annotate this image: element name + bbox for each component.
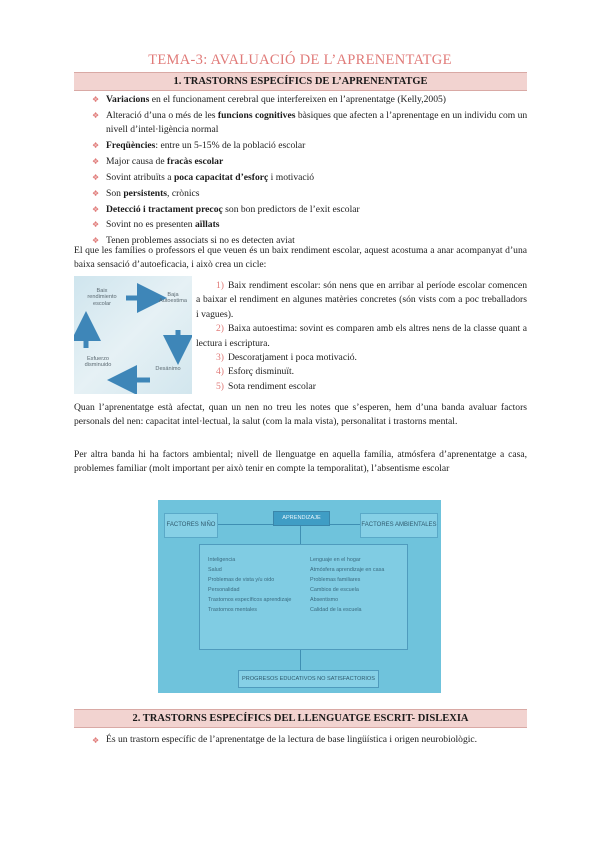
list-item: 5) Sota rendiment escolar <box>216 380 316 392</box>
list-item: ❖ Son persistents, crònics <box>92 187 200 199</box>
cycle-label-discouragement: Desánimo <box>155 366 181 372</box>
bullet-list <box>92 93 532 250</box>
diamond-bullet-icon: ❖ <box>92 140 100 150</box>
list-item: ❖ Freqüències: entre un 5-15% de la població escolar <box>92 139 306 151</box>
diamond-bullet-icon: ❖ <box>92 110 100 120</box>
list-item: 1) Baix rendiment escolar: són nens que en arribar al període escolar comencen a baixar el rendiment en algunes matèries concretes (són vists com a poc treballadors i vagues). <box>196 280 527 320</box>
diamond-bullet-icon: ❖ <box>92 188 100 198</box>
section-heading-2: 2. TRASTORNS ESPECÍFICS DEL LLENGUATGE ESCRIT- DISLEXIA <box>74 709 527 728</box>
cycle-label-low-performance: Baix rendimiento escolar <box>87 288 117 307</box>
cycle-label-reduced-effort: Esfuerzo disminuido <box>84 356 112 369</box>
diamond-bullet-icon: ❖ <box>92 204 100 214</box>
diagram-child-factors: Inteligencia Salud Problemas de vista y/u oido Personalidad Trastornos específicos aprendizaje Trastornos mentales <box>208 557 292 613</box>
cycle-label-low-self-esteem: Baja Autoestima <box>159 292 187 305</box>
paragraph-environmental-factors: Per altra banda hi ha factors ambiental; nivell de llenguatge en aquella família, atmósfera d’aprenentatge a casa, problemes familiar (molt important per això tenir en compte la temporalitat), l’absentisme escolar <box>74 449 527 475</box>
numbered-list <box>196 279 527 394</box>
section-heading-1: 1. TRASTORNS ESPECÍFICS DE L’APRENENTATGE <box>74 72 527 91</box>
diagram-factors-box <box>199 544 408 650</box>
list-item: ❖ Sovint atribuïts a poca capacitat d’esforç i motivació <box>92 171 315 183</box>
list-item: 4) Esforç disminuït. <box>216 366 295 378</box>
cycle-figure <box>74 276 192 394</box>
diamond-bullet-icon: ❖ <box>92 220 100 230</box>
diamond-bullet-icon: ❖ <box>92 172 100 182</box>
list-item: ❖ Major causa de fracàs escolar <box>92 155 224 167</box>
diamond-bullet-icon: ❖ <box>92 95 100 104</box>
list-item: 3) Descoratjament i poca motivació. <box>216 352 357 364</box>
diamond-bullet-icon: ❖ <box>92 156 100 166</box>
list-item: ❖ Detecció i tractament precoç son bon predictors de l’exit escolar <box>92 203 360 215</box>
diamond-bullet-icon: ❖ <box>92 736 100 745</box>
list-item: 2) Baixa autoestima: sovint es comparen amb els altres nens de la classe quant a lectura i escriptura. <box>196 323 527 349</box>
diagram-top-box: APRENDIZAJE <box>273 511 330 526</box>
paragraph-cycle-intro: El que les famílies o professors el que veuen és un baix rendiment escolar, aquest acostuma a anar acompanyat d’una baixa sensació d’autoeficacia, i això crea un cicle: <box>74 245 527 271</box>
page-title: TEMA-3: AVALUACIÓ DE L’APRENENTATGE <box>148 52 452 68</box>
diagram-connector <box>328 524 360 525</box>
diagram-right-header: FACTORES AMBIENTALES <box>360 513 438 538</box>
diagram-left-header: FACTORES NIÑO <box>164 513 218 538</box>
diagram-bottom-box: PROGRESOS EDUCATIVOS NO SATISFACTORIOS <box>238 670 379 688</box>
list-item: ❖ Alteració d’una o més de les funcions cognitives bàsiques que afecten a l’aprenentage en un individu com un nivell d’intel·ligència normal <box>92 109 528 135</box>
diagram-connector <box>212 524 274 525</box>
paragraph-personal-factors: Quan l’aprenentatge està afectat, quan un nen no treu les notes que s’esperen, hem d’una banda avaluar factors personals del nen: capacitat intel·lectual, la salut (com la mala vista), personalitat i trastorns mental. <box>74 402 527 428</box>
learning-factors-diagram <box>158 500 441 693</box>
list-item: ❖ Variacions en el funcionament cerebral que interfereixen en l’aprenentatge (Kelly,2005) <box>92 94 446 105</box>
diagram-environment-factors: Lenguaje en el hogar Atmósfera aprendizaje en casa Problemas familiares Cambios de escuela Absentismo Calidad de la escuela <box>310 557 385 613</box>
bullet-list <box>92 733 527 747</box>
list-item: ❖ Sovint no es presenten aïllats <box>92 219 220 231</box>
list-item: ❖ Tenen problemes associats si no es detecten aviat <box>92 235 295 247</box>
list-item: ❖ És un trastorn específic de l’aprenentatge de la lectura de base lingüística i origen neurobiològic. <box>92 733 527 747</box>
diamond-bullet-icon: ❖ <box>92 236 100 246</box>
